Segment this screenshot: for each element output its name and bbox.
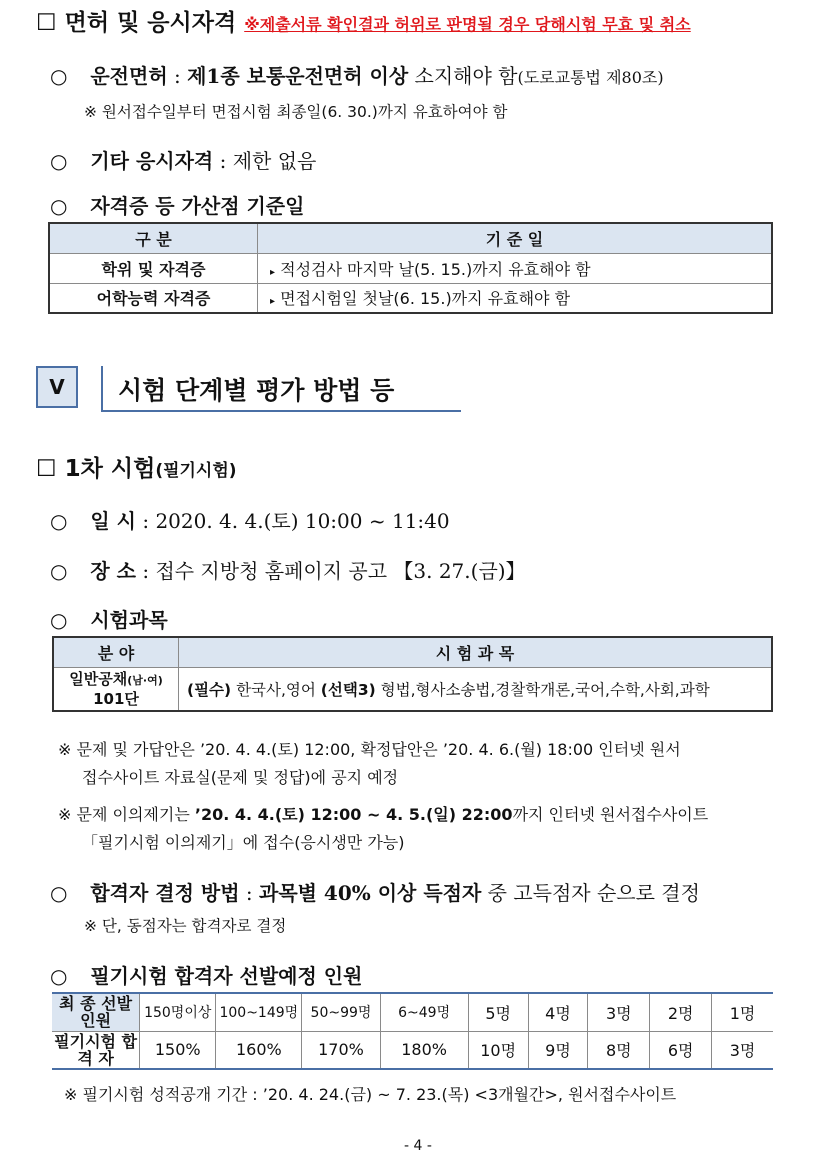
bullet-circle-icon: ○ <box>50 559 68 583</box>
exam-heading <box>36 450 237 483</box>
field-sub: (남·여) <box>127 673 163 687</box>
table-cell: 6~49명 <box>380 993 468 1031</box>
appeal-note-line1 <box>58 802 708 825</box>
table-cell: 50~99명 <box>302 993 380 1031</box>
table-row <box>53 667 772 711</box>
table-row <box>49 253 772 283</box>
appeal-note-pre: ※ 문제 이의제기는 <box>58 805 190 824</box>
license-label: 운전면허 <box>90 64 168 88</box>
table-row <box>52 993 773 1031</box>
bullet-circle-icon: ○ <box>50 608 68 632</box>
license-item: ○ 운전면허 : 제1종 보통운전면허 이상 소지해야 함(도로교통법 제80조) <box>50 64 664 88</box>
table-cell: 10명 <box>468 1031 528 1069</box>
table-cell: 180% <box>380 1031 468 1069</box>
license-law: (도로교통법 제80조) <box>517 68 664 87</box>
table-cell: 6명 <box>650 1031 712 1069</box>
table-row <box>49 283 772 313</box>
date-label: 일 시 <box>90 509 136 533</box>
subjects-label: 시험과목 <box>90 608 168 632</box>
table-cell: 150명이상 <box>140 993 216 1031</box>
place-label: 장 소 <box>90 559 136 583</box>
triangle-right-icon: ▸ <box>270 266 276 278</box>
required-subjects: 한국사,영어 <box>236 680 316 699</box>
bonus-item <box>50 190 304 219</box>
bullet-circle-icon: ○ <box>50 64 68 88</box>
row-header: 필기시험 합 격 자 <box>52 1031 140 1069</box>
score-note: ※ 필기시험 성적공개 기간 : ’20. 4. 24.(금) ~ 7. 23.(목) <3개월간>, 원서접수사이트 <box>64 1085 677 1104</box>
pass-note: ※ 단, 동점자는 합격자로 결정 <box>84 917 287 935</box>
table-cell: 1명 <box>712 993 773 1031</box>
license-note: ※ 원서접수일부터 면접시험 최종일(6. 30.)까지 유효하여야 함 <box>84 103 508 121</box>
exam-title: 1차 시험 <box>64 456 156 482</box>
table-cell: 면접시험일 첫날(6. 15.)까지 유효해야 함 <box>280 289 571 309</box>
quota-item <box>50 960 362 989</box>
license-value-bold: 제1종 보통운전면허 이상 <box>187 64 409 88</box>
bullet-circle-icon: ○ <box>50 881 68 905</box>
pass-label: 합격자 결정 방법 <box>90 881 240 905</box>
triangle-right-icon: ▸ <box>270 296 276 308</box>
section-v-title: 시험 단계별 평가 방법 등 <box>118 376 395 405</box>
bullet-circle-icon: ○ <box>50 964 68 988</box>
table-cell: 160% <box>216 1031 302 1069</box>
place-value: 접수 지방청 홈페이지 공고 <box>155 559 388 583</box>
place-item: ○ 장 소 : 접수 지방청 홈페이지 공고 【3. 27.(금)】 <box>50 559 526 583</box>
table-cell: 5명 <box>468 993 528 1031</box>
other-label: 기타 응시자격 <box>90 149 214 173</box>
checkbox-square-icon: ☐ <box>36 456 57 482</box>
field-name: 일반공채 <box>69 669 128 688</box>
table-cell: 어학능력 자격증 <box>49 283 258 313</box>
title-underline <box>101 410 461 412</box>
section-title: 면허 및 응시자격 <box>64 10 237 36</box>
quota-label: 필기시험 합격자 선발예정 인원 <box>90 964 363 988</box>
field-unit: 101단 <box>93 689 139 708</box>
table-cell: 9명 <box>528 1031 588 1069</box>
place-date: 【3. 27.(금)】 <box>393 559 526 583</box>
optional-label: (선택3) <box>320 680 376 699</box>
table-row <box>52 1031 773 1069</box>
appeal-note-post: 까지 인터넷 원서접수사이트 <box>512 805 709 824</box>
answer-note-line1: ※ 문제 및 가답안은 ’20. 4. 4.(토) 12:00, 확정답안은 ’20. 4. 6.(월) 18:00 인터넷 원서 <box>58 740 681 759</box>
table-cell: 적성검사 마지막 날(5. 15.)까지 유효해야 함 <box>280 259 591 279</box>
section-heading <box>36 4 691 37</box>
appeal-note-line2: 「필기시험 이의제기」에 접수(응시생만 가능) <box>82 833 405 852</box>
table-cell: 150% <box>140 1031 216 1069</box>
table-cell: 170% <box>302 1031 380 1069</box>
exam-title-sub: (필기시험) <box>155 461 237 481</box>
warning-text: ※제출서류 확인결과 허위로 판명될 경우 당해시험 무효 및 취소 <box>244 15 691 34</box>
table-header: 시 험 과 목 <box>179 637 773 667</box>
subjects-item <box>50 604 168 633</box>
page-number: - 4 - <box>404 1138 432 1154</box>
row-header: 최 종 선발인원 <box>52 993 140 1031</box>
table-cell: 3명 <box>588 993 650 1031</box>
optional-subjects: 형법,형사소송법,경찰학개론,국어,수학,사회,과학 <box>380 680 710 699</box>
other-value: 제한 없음 <box>232 149 317 173</box>
table-cell: 100~149명 <box>216 993 302 1031</box>
table-cell: 8명 <box>588 1031 650 1069</box>
pass-item: ○ 합격자 결정 방법 : 과목별 40% 이상 득점자 중 고득점자 순으로 결정 <box>50 881 700 905</box>
appeal-note-period: ’20. 4. 4.(토) 12:00 ~ 4. 5.(일) 22:00 <box>194 805 513 824</box>
table-cell: 4명 <box>528 993 588 1031</box>
date-value: 2020. 4. 4.(토) 10:00 ~ 11:40 <box>155 509 450 533</box>
pass-criteria: 과목별 40% 이상 득점자 <box>259 881 482 905</box>
table-header: 기 준 일 <box>258 223 773 253</box>
license-value-rest: 소지해야 함 <box>414 64 518 88</box>
answer-note-line2: 접수사이트 자료실(문제 및 정답)에 공지 예정 <box>82 768 399 787</box>
badge-divider <box>101 366 103 410</box>
bullet-circle-icon: ○ <box>50 509 68 533</box>
bullet-circle-icon: ○ <box>50 149 68 173</box>
other-item: ○ 기타 응시자격 : 제한 없음 <box>50 149 317 173</box>
table-cell: 학위 및 자격증 <box>49 253 258 283</box>
table-header: 분 야 <box>53 637 179 667</box>
date-item: ○ 일 시 : 2020. 4. 4.(토) 10:00 ~ 11:40 <box>50 509 450 533</box>
table-cell: 2명 <box>650 993 712 1031</box>
bonus-label: 자격증 등 가산점 기준일 <box>90 194 305 218</box>
bullet-circle-icon: ○ <box>50 194 68 218</box>
pass-rest: 중 고득점자 순으로 결정 <box>487 881 700 905</box>
subjects-table <box>52 636 773 712</box>
quota-table <box>52 992 773 1070</box>
required-label: (필수) <box>187 680 232 699</box>
section-badge: V <box>36 366 78 408</box>
table-cell: 3명 <box>712 1031 773 1069</box>
checkbox-square-icon: ☐ <box>36 10 57 36</box>
bonus-table <box>48 222 773 314</box>
table-header: 구 분 <box>49 223 258 253</box>
